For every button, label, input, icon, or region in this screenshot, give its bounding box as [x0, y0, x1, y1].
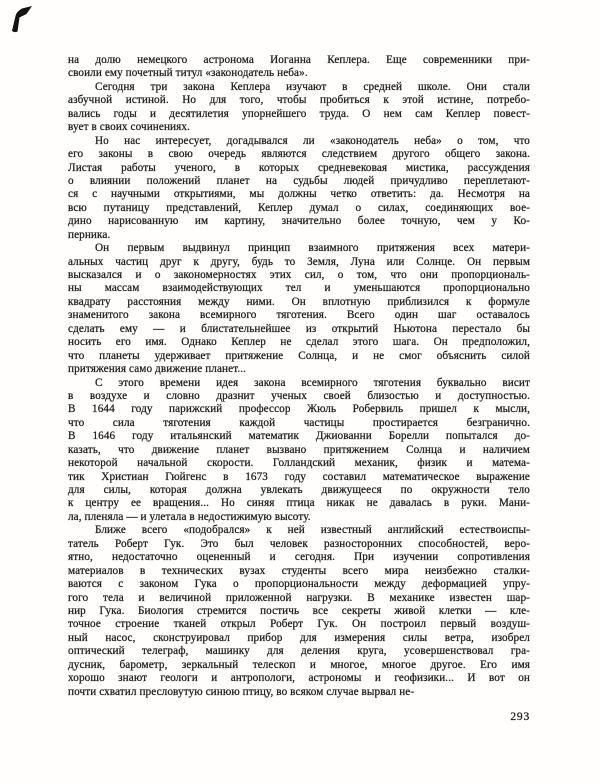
text-line: хорошо знают геологи и антропологи, астрономы и геофизики... И вот он — [68, 672, 530, 685]
text-line: для силы, которая должна увлекать движущееся по окружности тело — [68, 484, 530, 496]
text-line: перника. — [68, 228, 111, 241]
text-line: В 1646 году итальянский математик Джиованни Борелли попытался до- — [68, 430, 530, 443]
ink-blot-icon — [9, 5, 35, 33]
text-line: татель Роберт Гук. Это был человек разносторонних способностей, веро- — [68, 537, 530, 550]
text-line: альных частиц друг к другу, будь то Земля, Луна или Солнце. Он первым — [68, 255, 530, 268]
text-line: ный насос, сконструировал прибор для измерения силы ветра, изобрел — [68, 631, 530, 644]
text-line: некоторой начальной скорости. Голландский механик, физик и матема- — [68, 457, 530, 470]
text-line: тик Христиан Гюйгенс в 1673 году составил математическое выражение — [68, 470, 530, 483]
text-line: носить его имя. Однако Кеплер не сделал этого шага. Он предположил, — [68, 336, 530, 349]
text-line: точное строение тканей открыл Роберт Гук. Он построил первый воздуш- — [68, 618, 530, 631]
text-line: что сила тяготения каждой частицы простирается безгранично. — [68, 416, 530, 429]
text-line: гого тела и величиной приложенной нагрузки. В механике известен шар- — [68, 591, 530, 604]
text-line: на долю немецкого астронома Иоганна Кеплера. Еще современники при- — [68, 54, 530, 66]
text-line: ны массам взаимодействующих тел и уменьшаются пропорционально — [68, 282, 530, 295]
page-number: 293 — [510, 711, 530, 723]
text-line: знаменитого закона всемирного тяготения. Всего один шаг оставалось — [68, 309, 530, 322]
text-line: почти схватил пресловутую синюю птицу, во всяком случае вырвал не- — [68, 685, 415, 698]
text-line: ваются с законом Гука о пропорциональности между деформацией упру- — [68, 578, 530, 591]
text-line: Ближе всего «подобрался» к ней известный английский естествоиспы- — [95, 524, 530, 537]
text-line: дусник, барометр, зеркальный телескоп и многое, многое другое. Его имя — [68, 658, 530, 671]
text-line: азбучной истиной. Но для того, чтобы пробиться к этой истине, потребо- — [68, 94, 530, 107]
text-line: Он первым выдвинул принцип взаимного притяжения всех матери- — [95, 242, 530, 255]
text-line: оптический телеграф, машинку для деления круга, усовершенствовал гра- — [68, 645, 530, 658]
text-line: Листая работы ученого, в которых средневековая мистика, рассуждения — [68, 161, 530, 174]
text-line: ятно, недостаточно оцененный и сегодня. При изучении сопротивления — [68, 551, 530, 564]
text-line: дино нарисованную им картину, значительно более точную, чем у Ко- — [68, 215, 530, 228]
text-line: ла, пленяла — и улетала в недостижимую высоту. — [68, 510, 311, 523]
text-line: С этого времени идея закона всемирного тяготения буквально висит — [95, 376, 530, 389]
text-line: нир Гука. Биология стремится постичь все секреты живой клетки — кле- — [68, 604, 530, 617]
body-text — [68, 54, 530, 699]
text-line: в воздухе и словно дразнит ученых своей близостью и доступностью. — [68, 389, 530, 402]
text-line: Сегодня три закона Кеплера изучают в средней школе. Они стали — [95, 80, 530, 93]
text-line: к центру ее вращения... Но синяя птица никак не давалась в руки. Мани- — [68, 497, 530, 510]
text-line: вались годы и десятилетия упорнейшего труда. О нем сам Кеплер повест- — [68, 107, 530, 120]
text-line: В 1644 году парижский профессор Жюль Робервиль пришел к мысли, — [68, 403, 530, 416]
text-line: казать, что движение планет вызвано притяжением Солнца и наличием — [68, 443, 530, 456]
text-line: высказался и о закономерностях этих сил, о том, что они пропорциональ- — [68, 269, 530, 281]
text-line: материалов в технических вузах студенты всего мира неизбежно сталки- — [68, 564, 530, 577]
text-line: квадрату расстояния между ними. Он вплотную приблизился к формуле — [68, 295, 530, 308]
text-line: вует в своих сочинениях. — [68, 121, 190, 134]
text-line: всю путаницу представлений, Кеплер думал о силах, соединяющих вое- — [68, 201, 530, 214]
text-line: о влиянии положений планет на судьбы людей причудливо переплетают- — [68, 174, 530, 187]
text-line: притяжения само движение планет... — [68, 363, 247, 376]
text-line: сделать ему — и блистательнейшее из открытий Ньютона перестало бы — [68, 322, 530, 335]
text-line: его законы в свою очередь являются следствием другого общего закона. — [68, 148, 530, 161]
text-line: своили ему почетный титул «законодатель неба». — [68, 67, 308, 80]
text-line: что планеты удерживает притяжение Солнца, и не смог объяснить силой — [68, 349, 530, 362]
text-line: Но нас интересует, догадывался ли «законодатель неба» о том, что — [95, 134, 530, 147]
text-line: ся с научными открытиями, мы должны четко ответить: да. Несмотря на — [68, 188, 530, 201]
